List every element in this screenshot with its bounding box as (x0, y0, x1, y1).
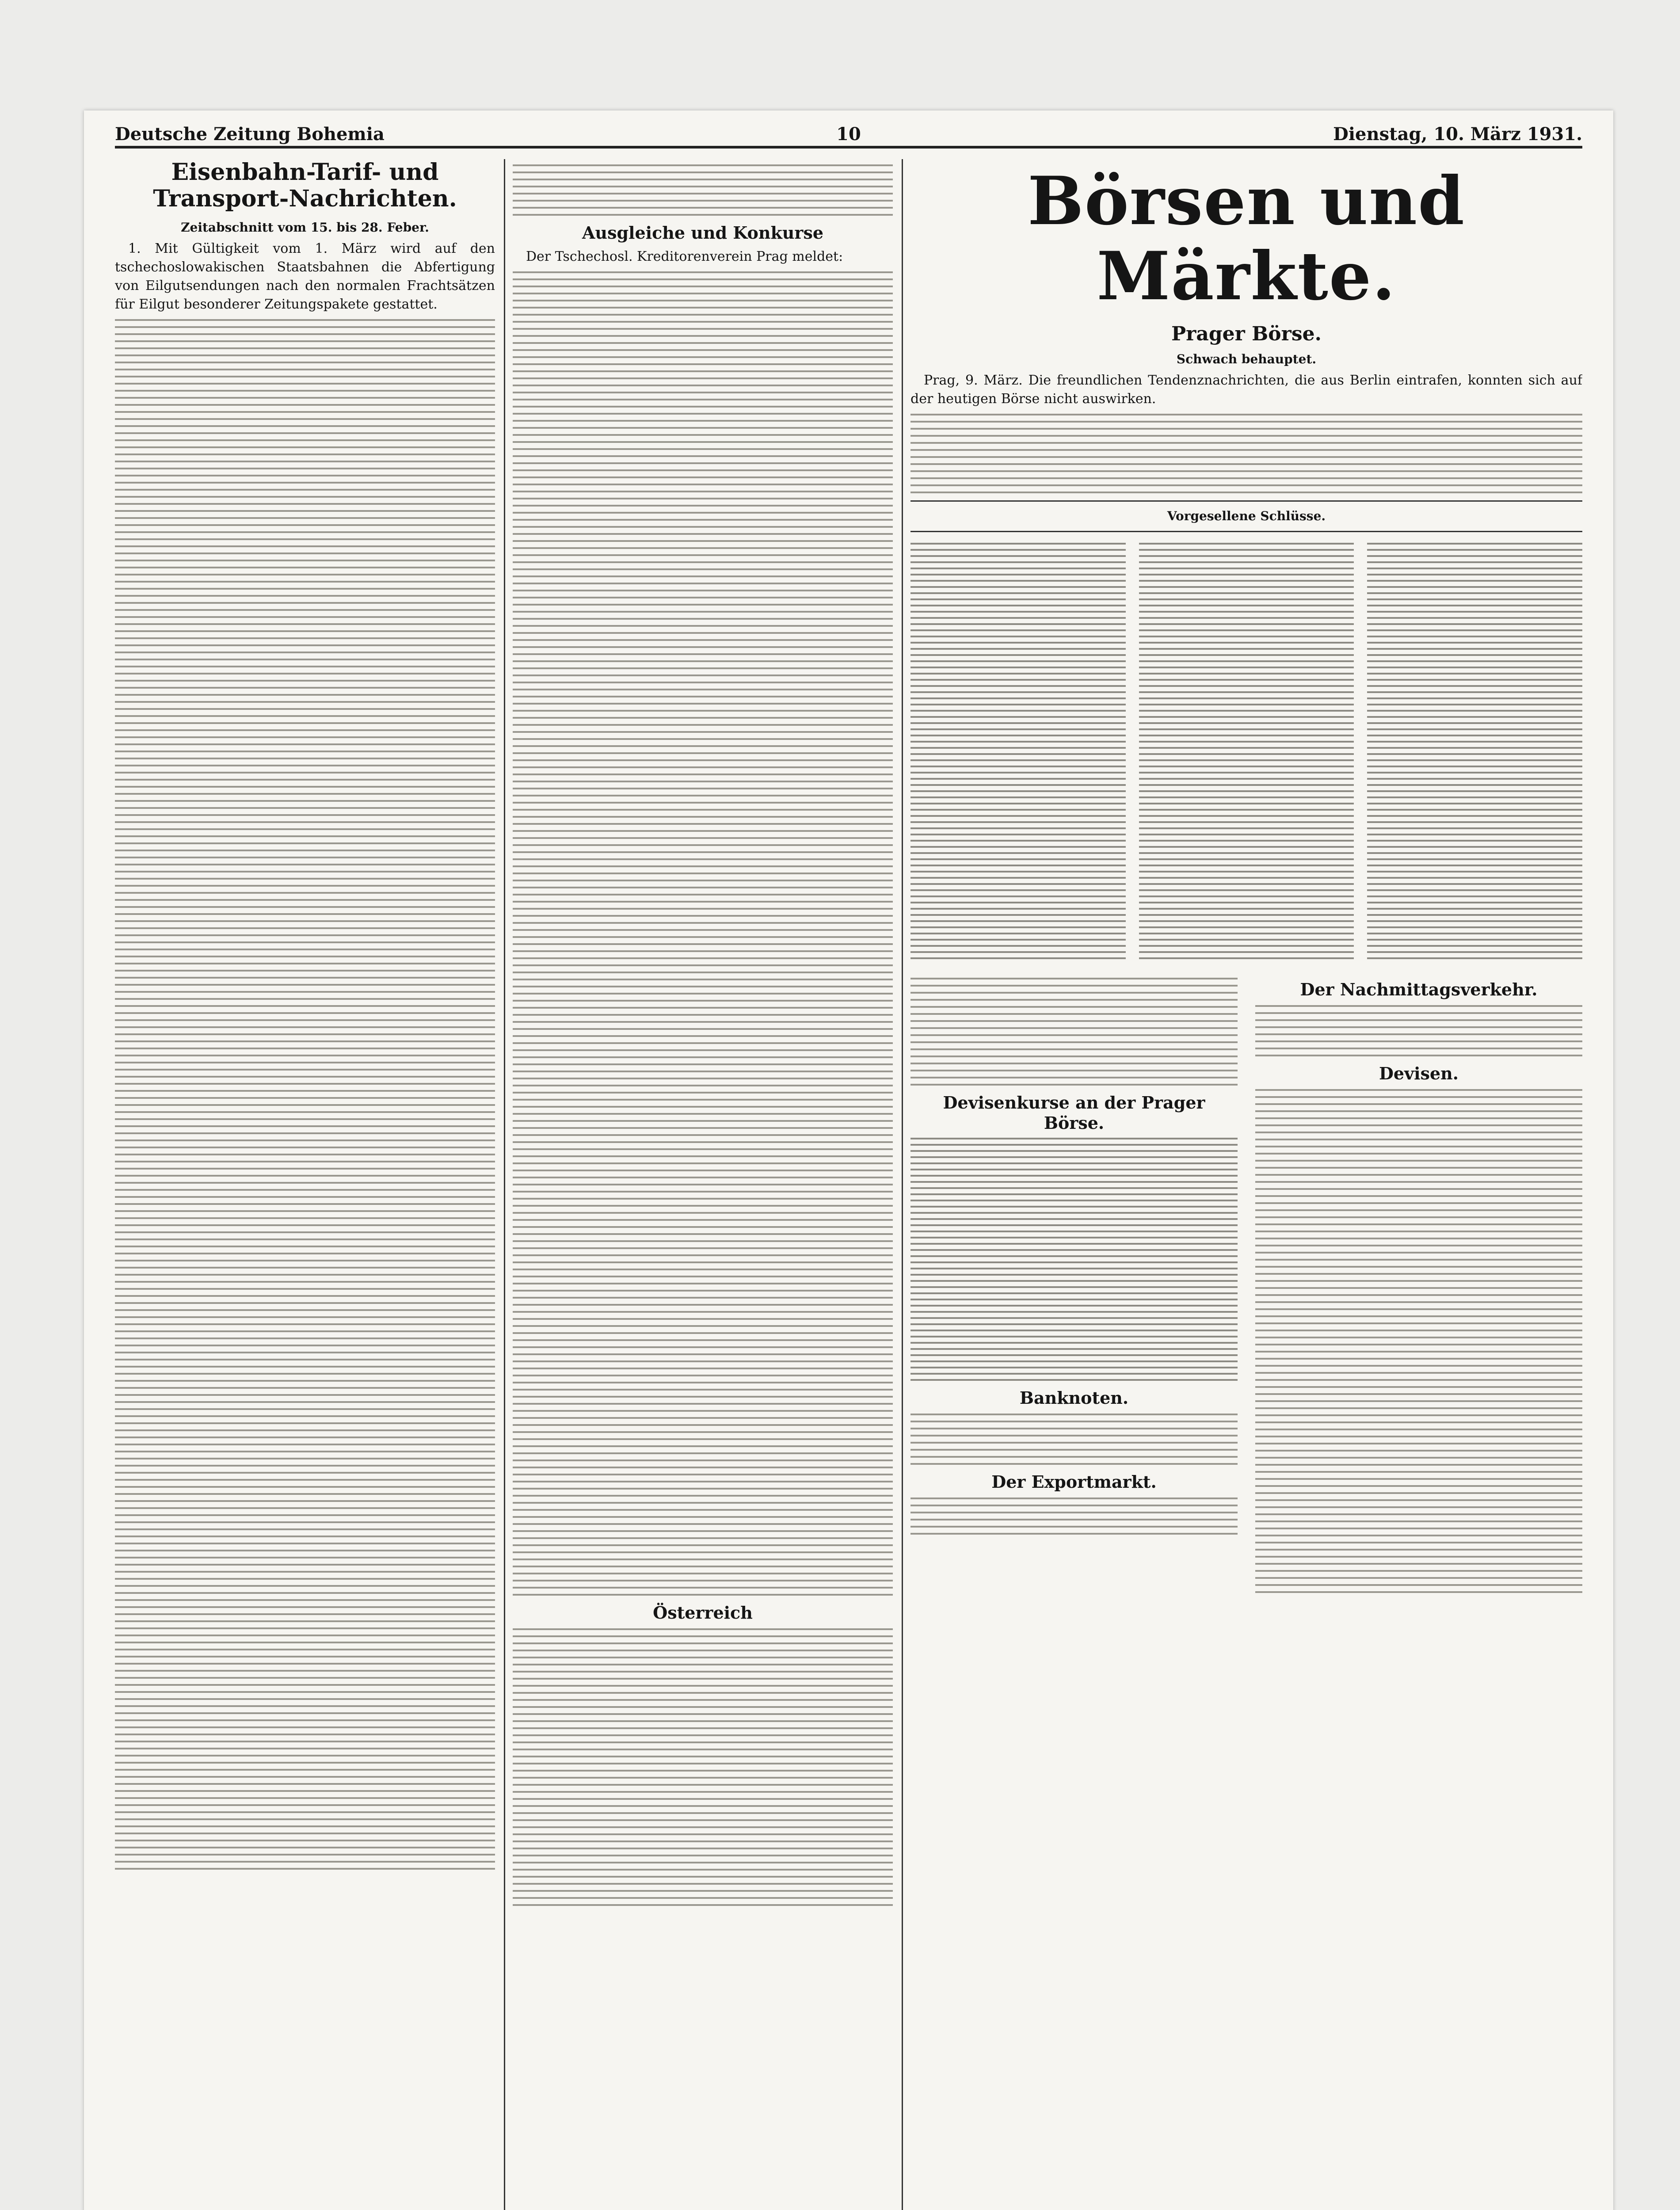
article-text: Der Tschechosl. Kreditorenverein Prag meldet: (526, 249, 843, 264)
article-body-lines (513, 271, 893, 1596)
issue-date: Dienstag, 10. März 1931. (1333, 124, 1582, 145)
article-body-lines (513, 164, 893, 216)
section-heading: Devisenkurse an der Prager Börse. (943, 1093, 1205, 1133)
article-text: Prag, 9. März. Die freundlichen Tendenznachrichten, die aus Berlin eintrafen, konnten sich auf der heutigen Börse nicht auswirken. (910, 373, 1582, 407)
column-rule (504, 159, 505, 2210)
closing-prices-header (910, 500, 1582, 532)
column-settlements-bankruptcies (513, 159, 893, 2210)
exchange-rate-table (910, 1138, 1238, 1381)
article-body-lines (115, 319, 495, 1870)
section-subheading: Schwach behauptet. (1176, 352, 1317, 366)
newspaper-page (84, 110, 1613, 2210)
section-heading: Prager Börse. (1171, 323, 1322, 345)
page-number: 10 (836, 124, 861, 145)
section-heading: Eisenbahn-Tarif- und Transport-Nachrichten. (153, 159, 457, 212)
closing-prices-table (910, 538, 1582, 964)
section-heading: Der Exportmarkt. (991, 1472, 1157, 1492)
section-heading: Devisen. (1379, 1063, 1459, 1083)
column-railway-tariffs (115, 159, 495, 2210)
section-heading: Der Nachmittagsverkehr. (1300, 979, 1538, 999)
column-markets (910, 159, 1582, 2210)
masthead (115, 119, 1582, 149)
article-body-lines (910, 1414, 1238, 1465)
newspaper-name: Deutsche Zeitung Bohemia (115, 124, 385, 145)
article-text: 1. Mit Gültigkeit vom 1. März wird auf den tschechoslowakischen Staatsbahnen die Abfertigung von Eilgutsendungen nach den normalen Frachtsätzen für Eilgut besonderer Zeitungspakete gestattet. (115, 241, 495, 312)
page-title: Börsen und Märkte. (1027, 162, 1466, 315)
section-heading: Banknoten. (1019, 1388, 1129, 1408)
section-subheading: Vorgesellene Schlüsse. (1167, 509, 1326, 523)
column-rule (902, 159, 903, 2210)
section-subheading: Zeitabschnitt vom 15. bis 28. Feber. (181, 220, 429, 235)
article-body-lines (910, 978, 1238, 1086)
article-body-lines (910, 1497, 1238, 1535)
article-body-lines (1255, 1089, 1582, 1593)
article-body-lines (1255, 1005, 1582, 1056)
section-heading: Ausgleiche und Konkurse (582, 223, 824, 243)
article-body-lines (513, 1628, 893, 1906)
section-subheading: Österreich (653, 1603, 753, 1623)
article-body-lines (910, 414, 1582, 493)
